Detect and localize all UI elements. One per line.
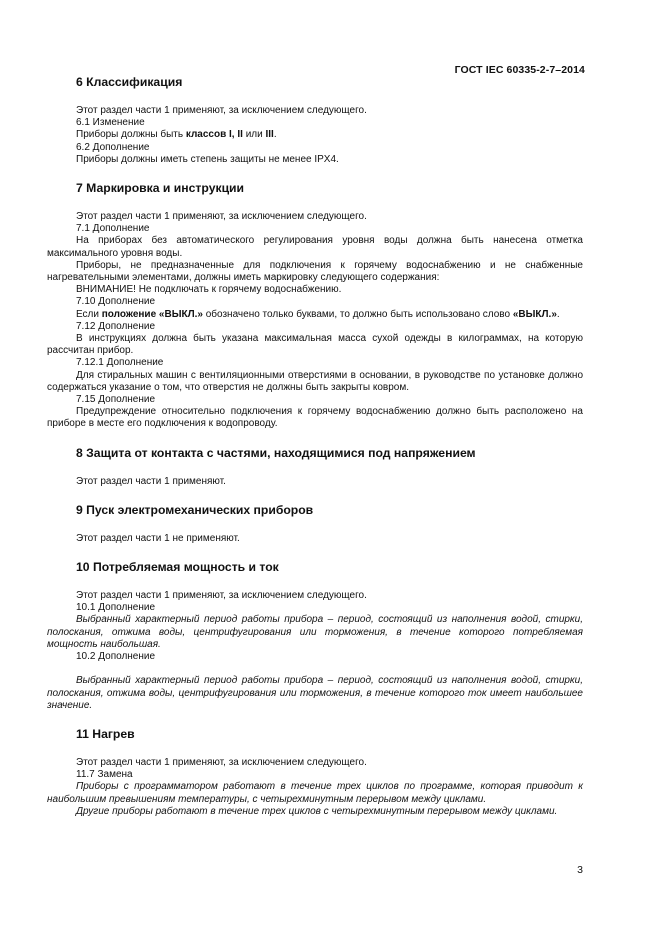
text-run: Если — [76, 308, 102, 320]
paragraph — [47, 154, 583, 166]
text-run: В инструкциях должна быть указана максимальная масса сухой одежды в килограммах, на которую рассчитан прибор. — [47, 333, 583, 357]
section — [47, 727, 583, 818]
text-run: . — [556, 308, 560, 320]
text-run: Выбранный характерный период работы прибора – период, состоящий из наполнения водой, стирки, полоскания, отжима воды, центрифугирования или торможения, в течение которого ток имеет наибольшее значение. — [47, 675, 583, 711]
text-run: Этот раздел части 1 применяют, за исключением следующего. — [76, 105, 367, 116]
text-run: Этот раздел части 1 не применяют. — [76, 532, 240, 544]
paragraph — [47, 394, 583, 406]
text-run: Другие приборы работают в течение трех циклов с четырехминутным перерывом между циклами. — [76, 805, 558, 817]
text-run: или — [242, 129, 266, 141]
paragraph — [47, 260, 583, 284]
paragraph — [47, 211, 583, 223]
text-run: 10.1 Дополнение — [76, 602, 156, 614]
section-title: 11 Нагрев — [76, 726, 135, 741]
section-title: 8 Защита от контакта с частями, находящимися под напряжением — [76, 445, 476, 460]
paragraph — [47, 769, 583, 781]
paragraph — [47, 533, 583, 545]
paragraph — [47, 806, 583, 818]
text-run: Этот раздел части 1 применяют, за исключением следующего. — [76, 756, 367, 768]
paragraph — [47, 590, 583, 602]
bold-text: классов I, II — [185, 129, 243, 141]
section-title: 10 Потребляемая мощность и ток — [76, 560, 279, 575]
paragraph — [47, 406, 583, 430]
text-run: 7.12.1 Дополнение — [76, 357, 164, 369]
bold-text: положение «ВЫКЛ.» — [101, 308, 203, 320]
text-run: ВНИМАНИЕ! Не подключать к горячему водоснабжению. — [76, 284, 342, 296]
text-run: Приборы должны быть — [76, 129, 186, 141]
paragraph — [47, 602, 583, 614]
section-title: 9 Пуск электромеханических приборов — [76, 502, 314, 517]
section — [47, 181, 583, 431]
paragraph — [47, 614, 583, 651]
paragraph — [47, 223, 583, 235]
section-title: 7 Маркировка и инструкции — [76, 181, 245, 196]
text-run: 7.15 Дополнение — [76, 394, 156, 406]
text-run: Выбранный характерный период работы прибора – период, состоящий из наполнения водой, стирки, полоскания, отжима воды, центрифугирования или торможения, в течение которого потребляемая мощность наибольшая. — [47, 614, 583, 650]
section — [47, 75, 583, 166]
paragraph — [47, 651, 583, 663]
text-run: Для стиральных машин с вентиляционными отверстиями в основании, в руководстве по установке должно содержаться указание о том, что отверстия не должны быть закрыты ковром. — [47, 369, 583, 393]
paragraph — [47, 309, 583, 321]
text-run: 7.10 Дополнение — [76, 296, 156, 308]
paragraph — [47, 284, 583, 296]
paragraph — [47, 129, 583, 141]
text-run: Этот раздел части 1 применяют, за исключением следующего. — [76, 590, 367, 602]
text-run: 7.12 Дополнение — [76, 320, 156, 332]
paragraph — [47, 757, 583, 769]
text-run: Приборы, не предназначенные для подключения к горячему водоснабжению и не снабженные нагревательными элементами, должны иметь маркировку следующего содержания: — [47, 259, 583, 284]
text-run: 7.1 Дополнение — [76, 223, 150, 235]
paragraph — [47, 142, 583, 154]
bold-text: «ВЫКЛ.» — [512, 308, 557, 320]
section — [47, 503, 583, 545]
paragraph — [47, 333, 583, 357]
paragraph — [47, 235, 583, 259]
text-run: Приборы должны иметь степень защиты не менее IPX4. — [76, 153, 339, 165]
text-run: Этот раздел части 1 применяют. — [76, 475, 226, 487]
document-body — [47, 75, 583, 833]
document-id: ГОСТ IEC 60335-2-7–2014 — [454, 64, 585, 76]
paragraph — [47, 476, 583, 488]
text-run: обозначено только буквами, то должно быть использовано слово — [202, 308, 513, 320]
text-run: 10.2 Дополнение — [76, 651, 156, 663]
paragraph — [47, 105, 583, 117]
text-run: 11.7 Замена — [76, 769, 133, 781]
bold-text: III — [265, 129, 274, 141]
text-run: 6.2 Дополнение — [76, 141, 150, 153]
paragraph — [47, 370, 583, 394]
section-title: 6 Классификация — [76, 75, 183, 89]
paragraph — [47, 321, 583, 333]
paragraph — [47, 781, 583, 805]
section — [47, 560, 583, 712]
paragraph — [47, 675, 583, 712]
text-run: . — [273, 129, 277, 141]
section — [47, 446, 583, 488]
text-run: Приборы с программатором работают в течение трех циклов по программе, которая приводит к наибольшим превышениям температуры, с четырехминутным перерывом между циклами. — [47, 781, 583, 805]
paragraph — [47, 296, 583, 308]
paragraph — [47, 117, 583, 129]
text-run: 6.1 Изменение — [76, 117, 145, 129]
page-number: 3 — [577, 864, 583, 876]
text-run: Этот раздел части 1 применяют, за исключением следующего. — [76, 211, 367, 223]
text-run: На приборах без автоматического регулирования уровня воды должна быть нанесена отметка максимального уровня воды. — [47, 235, 583, 259]
paragraph — [47, 357, 583, 369]
text-run: Предупреждение относительно подключения к горячему водоснабжению должно быть расположено на приборе в месте его подключения к водопроводу. — [47, 406, 583, 430]
